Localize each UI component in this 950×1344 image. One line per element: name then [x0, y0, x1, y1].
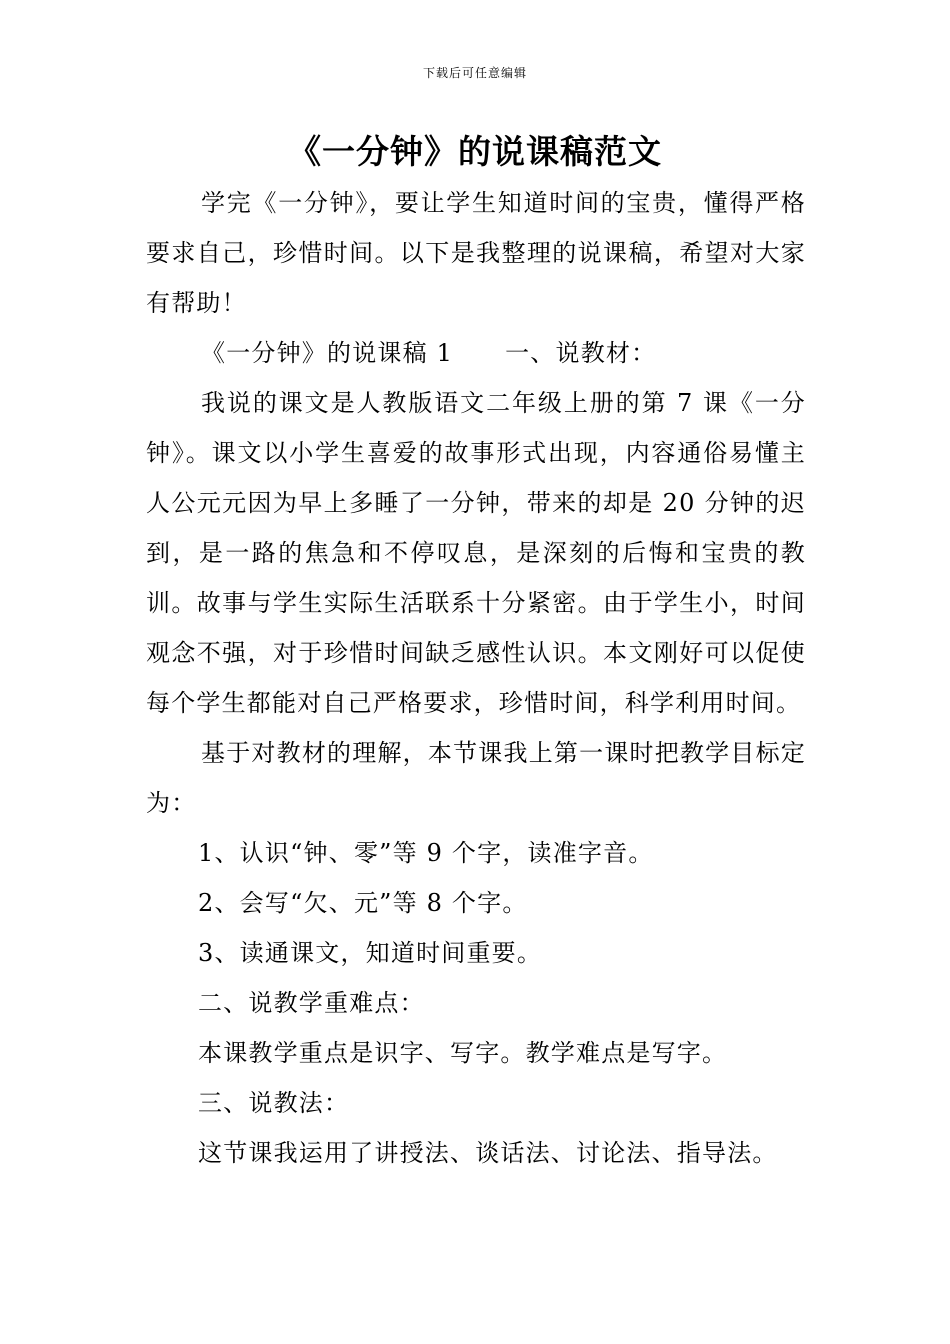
intro-paragraph: 学完《一分钟》，要让学生知道时间的宝贵，懂得严格要求自己，珍惜时间。以下是我整理的说课稿，希望对大家有帮助！ [146, 189, 806, 317]
document-title: 《一分钟》的说课稿范文 [288, 132, 662, 171]
section-heading: 《一分钟》的说课稿 1 [201, 339, 454, 367]
section-heading-line [146, 328, 806, 378]
key-points-paragraph: 本课教学重点是识字、写字。教学难点是写字。 [198, 1039, 728, 1067]
methods-paragraph: 这节课我运用了讲授法、谈话法、讨论法、指导法。 [198, 1139, 778, 1167]
key-points-heading: 二、说教学重难点： [198, 989, 425, 1017]
methods-heading: 三、说教法： [198, 1089, 350, 1117]
section-subheading: 一、说教材： [505, 339, 657, 367]
document-body [146, 178, 806, 1178]
textbook-paragraph: 我说的课文是人教版语文二年级上册的第 7 课《一分钟》。课文以小学生喜爱的故事形式出现，内容通俗易懂主人公元元因为早上多睡了一分钟，带来的却是 20 分钟的迟到，是一路的焦急和不停叹息，是深刻的后悔和宝贵的教训。故事与学生实际生活联系十分紧密。由于学生小，时间观念不强，对于珍惜时间缺乏感性认识。本文刚好可以促使每个学生都能对自己严格要求，珍惜时间，科学利用时间。 [146, 389, 806, 717]
goal-item-3: 3、读通课文，知道时间重要。 [198, 939, 543, 967]
goal-item-2: 2、会写“欠、元”等 8 个字。 [198, 889, 528, 917]
goals-intro-paragraph: 基于对教材的理解，本节课我上第一课时把教学目标定为： [146, 739, 806, 817]
header-note: 下载后可任意编辑 [422, 66, 527, 80]
goal-item-1: 1、认识“钟、零”等 9 个字，读准字音。 [198, 839, 654, 867]
